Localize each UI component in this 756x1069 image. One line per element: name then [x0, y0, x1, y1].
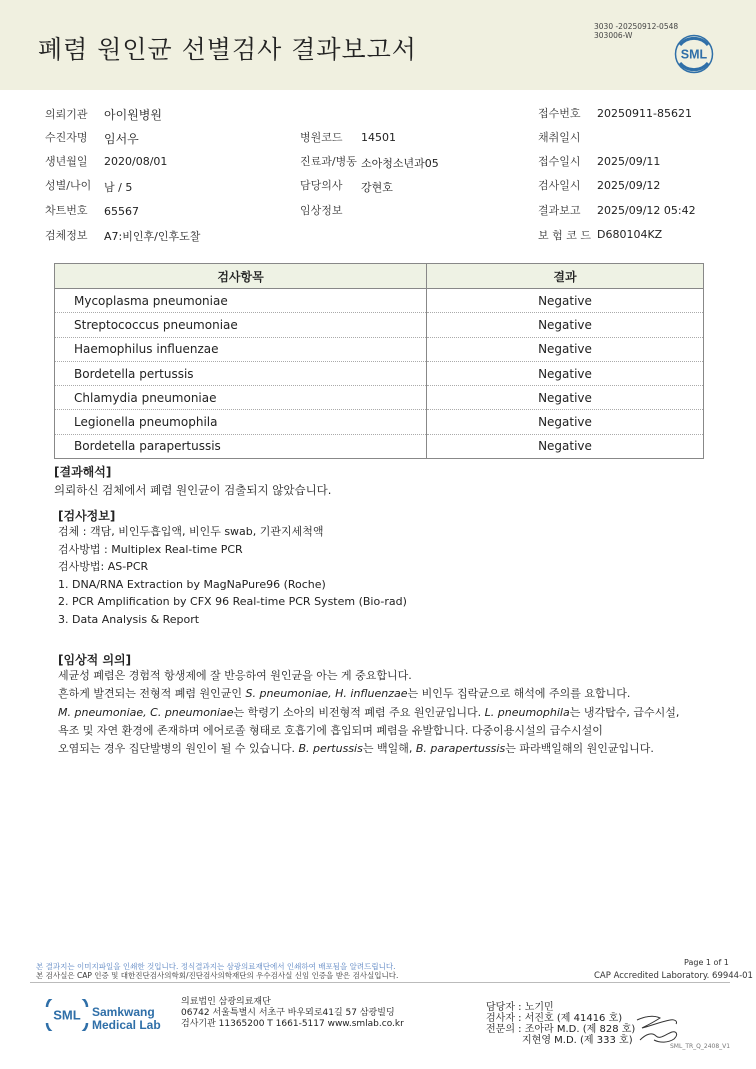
- test-info-line: 검사방법 : Multiplex Real-time PCR: [58, 542, 243, 556]
- test-item: Streptococcus pneumoniae: [55, 313, 427, 337]
- test-result: Negative: [427, 337, 704, 361]
- page-number: Page 1 of 1: [684, 958, 729, 967]
- address-line: 의료법인 삼광의료재단: [181, 997, 271, 1007]
- test-item: Bordetella pertussis: [55, 361, 427, 385]
- sml-logo-icon: [674, 34, 714, 78]
- clinical-line-2: 흔하게 발견되는 전형적 폐렴 원인균인 S. pneumoniae, H. influenzae는 비인두 집락균으로 해석에 주의를 요합니다.: [58, 687, 631, 701]
- table-row: [55, 386, 704, 410]
- company-name: [92, 1006, 161, 1032]
- col-result-header: 결과: [427, 264, 704, 289]
- chart-label: 차트번호: [45, 204, 88, 217]
- interpretation-text: 의뢰하신 검체에서 폐렴 원인균이 검출되지 않았습니다.: [54, 483, 332, 497]
- hospital-code-label: 병원코드: [300, 131, 343, 144]
- specimen-label: 검체정보: [45, 229, 88, 242]
- results-table: [54, 263, 704, 459]
- receipt-no-label: 접수번호: [538, 107, 581, 120]
- cap-notice: 본 검사실은 CAP 인증 및 대한진단검사의학회/진단검사의학재단의 우수검사실 신임 인증을 받은 검사실입니다.: [36, 971, 399, 980]
- insurance-value: D680104KZ: [597, 228, 663, 241]
- report-label: 결과보고: [538, 204, 581, 217]
- institution-value: 아이원병원: [104, 108, 162, 122]
- test-info-line: 2. PCR Amplification by CFX 96 Real-time PCR System (Bio-rad): [58, 595, 407, 608]
- department-label: 진료과/병동: [300, 155, 357, 168]
- staff-signatures: [486, 1002, 635, 1046]
- company-name-line1: Samkwang: [92, 1005, 155, 1019]
- address-line: 검사기관 11365200 T 1661-5117 www.smlab.co.kr: [181, 1019, 404, 1029]
- table-row: [55, 410, 704, 434]
- footer-divider: [30, 982, 730, 983]
- staff-line: 담당자 : 노기민: [486, 1002, 554, 1013]
- clinical-text: [58, 667, 748, 758]
- receipt-no-value: 20250911-85621: [597, 107, 692, 120]
- clinical-line-1: 세균성 폐렴은 경험적 항생제에 잘 반응하여 원인균을 아는 게 중요합니다.: [58, 669, 412, 682]
- table-row: [55, 289, 704, 313]
- receipt-date-label: 접수일시: [538, 155, 581, 168]
- image-print-warning: 본 결과지는 이미지파일을 인쇄한 것입니다. 정식결과지는 삼광의료재단에서 인쇄하여 배포됨을 알려드립니다.: [36, 962, 396, 971]
- birth-value: 2020/08/01: [104, 155, 168, 168]
- test-info-line: 1. DNA/RNA Extraction by MagNaPure96 (Roche): [58, 577, 326, 591]
- document-id-line1: 3030 -20250912-0548: [594, 22, 679, 31]
- specimen-value: A7:비인후/인후도찰: [104, 230, 201, 243]
- table-row: [55, 313, 704, 337]
- test-item: Legionella pneumophila: [55, 410, 427, 434]
- clinical-line-5: 오염되는 경우 집단발병의 원인이 될 수 있습니다. B. pertussis는 백일해, B. parapertussis는 파라백일해의 원인균입니다.: [58, 742, 654, 756]
- department-value: 소아청소년과05: [361, 157, 439, 170]
- document-id-line2: 303006-W: [594, 31, 633, 40]
- table-row: [55, 434, 704, 458]
- chart-value: 65567: [104, 205, 139, 218]
- results-header-row: [55, 264, 704, 289]
- test-date-value: 2025/09/12: [597, 179, 661, 192]
- test-info-line: 3. Data Analysis & Report: [58, 612, 200, 626]
- birth-label: 생년월일: [45, 155, 88, 168]
- test-result: Negative: [427, 410, 704, 434]
- form-number: SML_TR_Q_2408_V1: [670, 1043, 731, 1050]
- test-info-lines: [58, 523, 407, 628]
- test-item: Mycoplasma pneumoniae: [55, 289, 427, 313]
- col-item-header: 검사항목: [55, 264, 427, 289]
- clinical-title: [임상적 의의]: [58, 653, 132, 667]
- collection-label: 채취일시: [538, 131, 581, 144]
- staff-line: 검사자 : 서진호 (제 41416 호): [486, 1013, 623, 1024]
- clinical-line-3: M. pneumoniae, C. pneumoniae는 학령기 소아의 비전형적 폐렴 주요 원인균입니다. L. pneumophila는 냉각탑수, 급수시설,: [58, 705, 680, 719]
- logo-text: SML: [680, 47, 708, 62]
- test-item: Chlamydia pneumoniae: [55, 386, 427, 410]
- test-result: Negative: [427, 289, 704, 313]
- address-line: 06742 서울특별시 서초구 바우뫼로41길 57 삼광빌딩: [181, 1008, 395, 1018]
- test-result: Negative: [427, 434, 704, 458]
- cap-accredited: CAP Accredited Laboratory. 69944-01: [594, 971, 753, 981]
- test-result: Negative: [427, 361, 704, 385]
- staff-line: 전문의 : 조아라 M.D. (제 828 호): [486, 1024, 636, 1035]
- interpretation-title: [결과해석]: [54, 465, 112, 479]
- sex-age-label: 성별/나이: [45, 179, 92, 192]
- test-item: Bordetella parapertussis: [55, 434, 427, 458]
- table-row: [55, 361, 704, 385]
- patient-value: 임서우: [104, 132, 139, 146]
- test-result: Negative: [427, 386, 704, 410]
- company-address: [181, 997, 404, 1030]
- clinical-line-4: 욕조 및 자연 환경에 존재하며 에어로졸 형태로 호흡기에 흡입되며 폐렴을 유발합니다. 다중이용시설의 급수시설이: [58, 723, 603, 737]
- table-row: [55, 337, 704, 361]
- test-item: Haemophilus influenzae: [55, 337, 427, 361]
- receipt-date-value: 2025/09/11: [597, 155, 661, 168]
- test-date-label: 검사일시: [538, 179, 581, 192]
- samkwang-logo-icon: [44, 999, 90, 1035]
- test-info-title: [검사정보]: [58, 509, 116, 523]
- patient-label: 수진자명: [45, 131, 88, 144]
- institution-label: 의뢰기관: [45, 108, 88, 121]
- company-name-line2: Medical Lab: [92, 1018, 161, 1032]
- report-title: 폐렴 원인균 선별검사 결과보고서: [38, 35, 417, 64]
- insurance-label: 보 험 코 드: [538, 229, 591, 242]
- staff-line: 지현영 M.D. (제 333 호): [522, 1035, 633, 1046]
- test-info-line: 검사방법: AS-PCR: [58, 560, 149, 573]
- document-id: [594, 22, 678, 40]
- hospital-code-value: 14501: [361, 131, 396, 144]
- sex-age-value: 남 / 5: [104, 181, 133, 194]
- doctor-value: 강현호: [361, 181, 393, 194]
- report-value: 2025/09/12 05:42: [597, 204, 696, 217]
- test-info-line: 검체 : 객담, 비인두흡입액, 비인두 swab, 기관지세척액: [58, 525, 324, 538]
- doctor-label: 담당의사: [300, 179, 343, 192]
- footer-logo-text: SML: [53, 1007, 81, 1023]
- clinical-info-label: 임상정보: [300, 204, 343, 217]
- test-result: Negative: [427, 313, 704, 337]
